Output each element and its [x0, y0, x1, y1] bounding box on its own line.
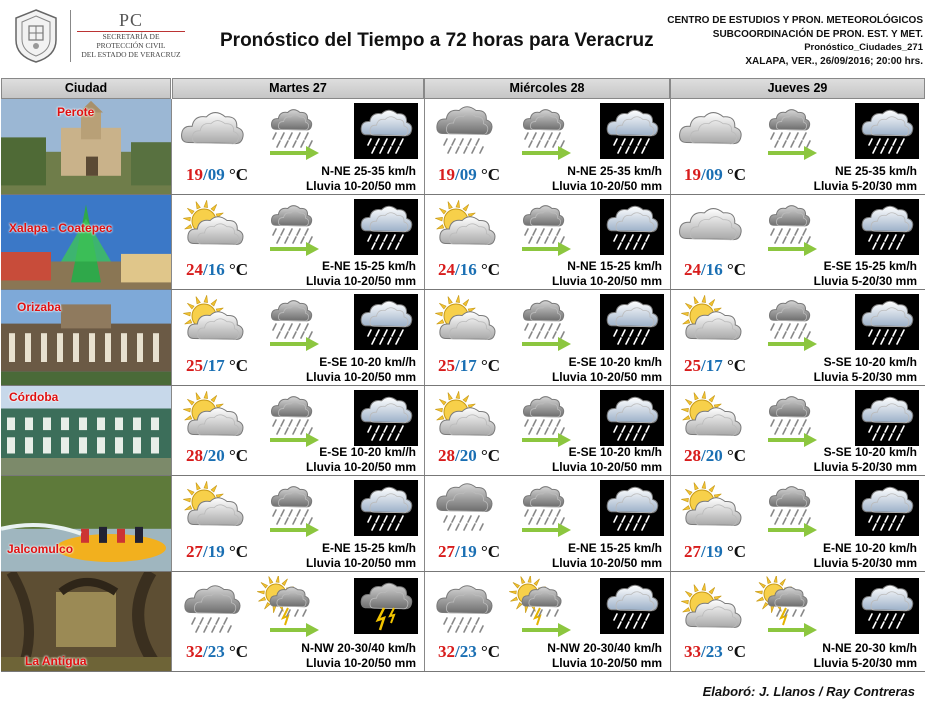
temp-unit: °C	[228, 642, 249, 661]
rain-forecast: Lluvia 10-20/50 mm	[551, 370, 662, 384]
wind-arrow-icon	[768, 622, 818, 643]
table-header-row	[1, 78, 925, 99]
sun-cloud-icon	[430, 294, 500, 359]
org-line-2: PROTECCIÓN CIVIL	[96, 41, 166, 50]
temp-max: 19	[186, 165, 203, 184]
forecast-cell	[424, 195, 670, 289]
temp-max: 32	[186, 642, 203, 661]
night-rain-icon	[600, 578, 664, 639]
temp-min: 20	[207, 446, 225, 465]
table-row	[1, 476, 925, 572]
temperature: 19/09 °C	[438, 165, 501, 184]
temperature: 32/23 °C	[186, 642, 249, 661]
wind-arrow-icon	[522, 522, 572, 543]
table-row	[1, 290, 925, 386]
report-header	[0, 0, 935, 78]
night-rain-icon	[855, 480, 919, 541]
temp-max: 27	[684, 542, 701, 561]
sun-cloud-icon	[676, 294, 746, 359]
forecast-cell	[172, 476, 424, 571]
wind-arrow-icon	[270, 145, 320, 166]
cloudy-icon	[676, 103, 746, 164]
temp-min: 17	[207, 356, 225, 375]
temperature: 25/17 °C	[684, 356, 747, 375]
forecast-cell	[172, 99, 424, 194]
temperature: 28/20 °C	[186, 446, 249, 465]
temp-unit: °C	[228, 260, 249, 279]
wind-arrow-icon	[768, 241, 818, 262]
night-rain-icon	[354, 480, 418, 541]
temp-min: 19	[459, 542, 477, 561]
issuer-line-1: CENTRO DE ESTUDIOS Y PRON. METEOROLÓGICOS	[667, 15, 923, 26]
table-row	[1, 386, 925, 476]
temp-unit: °C	[726, 356, 747, 375]
forecast-cell	[424, 476, 670, 571]
page-title: Pronóstico del Tiempo a 72 horas para Veracruz	[220, 30, 654, 51]
temp-max: 24	[438, 260, 455, 279]
city-cell	[1, 476, 171, 571]
temp-unit: °C	[480, 356, 501, 375]
wind-forecast: E-NE 15-25 km/h	[567, 541, 662, 555]
rain-forecast: Lluvia 10-20/50 mm	[305, 370, 416, 384]
rain-cloud-icon	[430, 480, 500, 545]
sun-cloud-icon	[676, 480, 746, 545]
wind-arrow-icon	[270, 432, 320, 453]
wind-forecast: E-NE 10-20 km/h	[822, 541, 917, 555]
city-photo	[1, 195, 171, 289]
wind-forecast: E-SE 10-20 km//h	[319, 445, 416, 459]
temp-min: 23	[207, 642, 225, 661]
temp-min: 16	[459, 260, 477, 279]
forecast-cell	[172, 195, 424, 289]
forecast-cell	[670, 572, 925, 671]
wind-arrow-icon	[270, 522, 320, 543]
night-rain-icon	[855, 294, 919, 355]
wind-forecast: E-SE 10-20 km/h	[568, 355, 662, 369]
temperature: 24/16 °C	[438, 260, 501, 279]
temp-unit: °C	[228, 542, 249, 561]
temperature: 25/17 °C	[186, 356, 249, 375]
logo-divider	[70, 10, 71, 62]
wind-arrow-icon	[522, 622, 572, 643]
table-row	[1, 572, 925, 672]
temp-min: 16	[705, 260, 723, 279]
city-cell	[1, 99, 171, 194]
temp-max: 25	[438, 356, 455, 375]
cloudy-icon	[178, 103, 248, 164]
night-rain-icon	[354, 103, 418, 164]
city-photo	[1, 476, 171, 571]
cloudy-icon	[676, 199, 746, 260]
temp-min: 23	[705, 642, 723, 661]
temp-unit: °C	[726, 642, 747, 661]
wind-forecast: N-NE 15-25 km/h	[567, 259, 662, 273]
night-rain-icon	[855, 199, 919, 260]
forecast-cell	[670, 386, 925, 475]
rain-forecast: Lluvia 10-20/50 mm	[305, 656, 416, 670]
wind-forecast: N-NE 25-35 km/h	[567, 164, 662, 178]
temperature: 27/19 °C	[438, 542, 501, 561]
night-rain-icon	[855, 390, 919, 451]
temperature: 33/23 °C	[684, 642, 747, 661]
city-name: Jalcomulco	[7, 542, 74, 556]
temp-max: 24	[684, 260, 701, 279]
temperature: 28/20 °C	[684, 446, 747, 465]
city-cell	[1, 386, 171, 475]
temp-max: 28	[438, 446, 455, 465]
issuer-line-4: XALAPA, VER., 26/09/2016; 20:00 hrs.	[745, 55, 923, 67]
temp-unit: °C	[726, 260, 747, 279]
wind-arrow-icon	[522, 336, 572, 357]
column-header-day3: Jueves 29	[670, 78, 925, 99]
city-name: Córdoba	[9, 390, 59, 404]
issuer-line-3: Pronóstico_Ciudades_271	[804, 42, 923, 53]
author-credit: Elaboró: J. Llanos / Ray Contreras	[702, 684, 915, 699]
org-line-1: SECRETARÍA DE	[102, 32, 160, 41]
temp-max: 25	[684, 356, 701, 375]
temp-unit: °C	[480, 642, 501, 661]
sun-cloud-icon	[178, 294, 248, 359]
temp-max: 28	[186, 446, 203, 465]
night-rain-icon	[855, 578, 919, 639]
temp-unit: °C	[228, 356, 249, 375]
forecast-cell	[670, 290, 925, 385]
temp-min: 17	[459, 356, 477, 375]
wind-forecast: E-SE 10-20 km/h	[568, 445, 662, 459]
temp-min: 09	[207, 165, 225, 184]
wind-forecast: N-NE 20-30 km/h	[822, 641, 917, 655]
wind-arrow-icon	[270, 622, 320, 643]
forecast-cell	[172, 572, 424, 671]
rain-forecast: Lluvia 10-20/50 mm	[551, 179, 662, 193]
night-rain-icon	[600, 480, 664, 541]
temp-max: 19	[684, 165, 701, 184]
temperature: 24/16 °C	[684, 260, 747, 279]
temp-unit: °C	[726, 165, 747, 184]
rain-forecast: Lluvia 10-20/50 mm	[551, 274, 662, 288]
forecast-cell	[172, 386, 424, 475]
table-row	[1, 99, 925, 195]
temp-unit: °C	[726, 446, 747, 465]
temp-min: 19	[705, 542, 723, 561]
column-header-day1: Martes 27	[172, 78, 424, 99]
night-rain-icon	[600, 294, 664, 355]
city-name: Xalapa - Coatepec	[9, 221, 113, 235]
rain-forecast: Lluvia 5-20/30 mm	[813, 460, 917, 474]
temperature: 28/20 °C	[438, 446, 501, 465]
wind-forecast: N-NW 20-30/40 km/h	[547, 641, 662, 655]
temp-max: 27	[186, 542, 203, 561]
issuer-info	[667, 14, 923, 68]
night-rain-icon	[354, 199, 418, 260]
temp-unit: °C	[480, 446, 501, 465]
temp-min: 23	[459, 642, 477, 661]
wind-arrow-icon	[522, 145, 572, 166]
night-rain-icon	[600, 103, 664, 164]
sun-cloud-icon	[430, 199, 500, 264]
wind-forecast: E-NE 15-25 km/h	[321, 541, 416, 555]
wind-forecast: N-NE 25-35 km/h	[321, 164, 416, 178]
temp-min: 19	[207, 542, 225, 561]
wind-arrow-icon	[768, 432, 818, 453]
wind-forecast: E-SE 15-25 km/h	[823, 259, 917, 273]
column-header-city: Ciudad	[1, 78, 171, 99]
forecast-cell	[424, 572, 670, 671]
wind-forecast: S-SE 10-20 km/h	[823, 355, 917, 369]
forecast-cell	[424, 290, 670, 385]
temp-min: 16	[207, 260, 225, 279]
forecast-cell	[670, 99, 925, 194]
city-name: La Antigua	[25, 654, 87, 668]
rain-forecast: Lluvia 5-20/30 mm	[813, 179, 917, 193]
forecast-table	[1, 78, 925, 672]
pc-logo-text: PC	[118, 10, 144, 30]
forecast-cell	[424, 386, 670, 475]
city-cell	[1, 572, 171, 671]
rain-forecast: Lluvia 10-20/50 mm	[551, 656, 662, 670]
temp-max: 27	[438, 542, 455, 561]
temperature: 27/19 °C	[186, 542, 249, 561]
rain-forecast: Lluvia 10-20/50 mm	[551, 556, 662, 570]
night-rain-icon	[354, 294, 418, 355]
temp-max: 28	[684, 446, 701, 465]
night-rain-icon	[600, 390, 664, 451]
temp-unit: °C	[480, 260, 501, 279]
city-name: Perote	[57, 105, 95, 119]
wind-forecast: E-SE 10-20 km//h	[319, 355, 416, 369]
wind-arrow-icon	[522, 432, 572, 453]
rain-forecast: Lluvia 10-20/50 mm	[305, 274, 416, 288]
night-storm-icon	[354, 578, 418, 639]
temp-unit: °C	[228, 165, 249, 184]
temp-min: 17	[705, 356, 723, 375]
wind-arrow-icon	[270, 241, 320, 262]
forecast-cell	[670, 476, 925, 571]
rain-forecast: Lluvia 5-20/30 mm	[813, 274, 917, 288]
wind-forecast: E-NE 15-25 km/h	[321, 259, 416, 273]
temp-min: 09	[705, 165, 723, 184]
sun-cloud-icon	[676, 582, 746, 647]
temp-max: 25	[186, 356, 203, 375]
wind-arrow-icon	[522, 241, 572, 262]
temperature: 27/19 °C	[684, 542, 747, 561]
state-seal-logo	[10, 8, 62, 64]
rain-forecast: Lluvia 5-20/30 mm	[813, 370, 917, 384]
wind-arrow-icon	[768, 145, 818, 166]
sun-cloud-icon	[178, 480, 248, 545]
rain-cloud-icon	[178, 582, 248, 647]
rain-forecast: Lluvia 10-20/50 mm	[305, 460, 416, 474]
temp-unit: °C	[228, 446, 249, 465]
wind-forecast: NE 25-35 km/h	[834, 164, 917, 178]
temp-max: 32	[438, 642, 455, 661]
column-header-day2: Miércoles 28	[424, 78, 670, 99]
temp-max: 19	[438, 165, 455, 184]
temperature: 19/09 °C	[684, 165, 747, 184]
table-row	[1, 195, 925, 290]
temperature: 19/09 °C	[186, 165, 249, 184]
issuer-line-2: SUBCOORDINACIÓN DE PRON. EST. Y MET.	[712, 28, 923, 40]
sun-cloud-icon	[178, 199, 248, 264]
night-rain-icon	[855, 103, 919, 164]
city-cell	[1, 290, 171, 385]
org-line-3: DEL ESTADO DE VERACRUZ	[81, 50, 181, 59]
temp-unit: °C	[726, 542, 747, 561]
rain-cloud-icon	[430, 103, 500, 168]
temp-min: 20	[459, 446, 477, 465]
city-cell	[1, 195, 171, 289]
rain-forecast: Lluvia 10-20/50 mm	[551, 460, 662, 474]
temp-max: 24	[186, 260, 203, 279]
wind-arrow-icon	[768, 522, 818, 543]
rain-forecast: Lluvia 5-20/30 mm	[813, 656, 917, 670]
forecast-cell	[172, 290, 424, 385]
forecast-cell	[670, 195, 925, 289]
forecast-cell	[424, 99, 670, 194]
city-name: Orizaba	[17, 300, 62, 314]
rain-cloud-icon	[430, 582, 500, 647]
temp-unit: °C	[480, 542, 501, 561]
night-rain-icon	[600, 199, 664, 260]
temp-min: 20	[705, 446, 723, 465]
wind-forecast: S-SE 10-20 km/h	[823, 445, 917, 459]
rain-forecast: Lluvia 5-20/30 mm	[813, 556, 917, 570]
wind-forecast: N-NW 20-30/40 km/h	[301, 641, 416, 655]
rain-forecast: Lluvia 10-20/50 mm	[305, 556, 416, 570]
temperature: 25/17 °C	[438, 356, 501, 375]
temp-unit: °C	[480, 165, 501, 184]
wind-arrow-icon	[270, 336, 320, 357]
rain-forecast: Lluvia 10-20/50 mm	[305, 179, 416, 193]
organization-name	[75, 32, 187, 59]
temperature: 32/23 °C	[438, 642, 501, 661]
temp-max: 33	[684, 642, 701, 661]
night-rain-icon	[354, 390, 418, 451]
temperature: 24/16 °C	[186, 260, 249, 279]
wind-arrow-icon	[768, 336, 818, 357]
temp-min: 09	[459, 165, 477, 184]
